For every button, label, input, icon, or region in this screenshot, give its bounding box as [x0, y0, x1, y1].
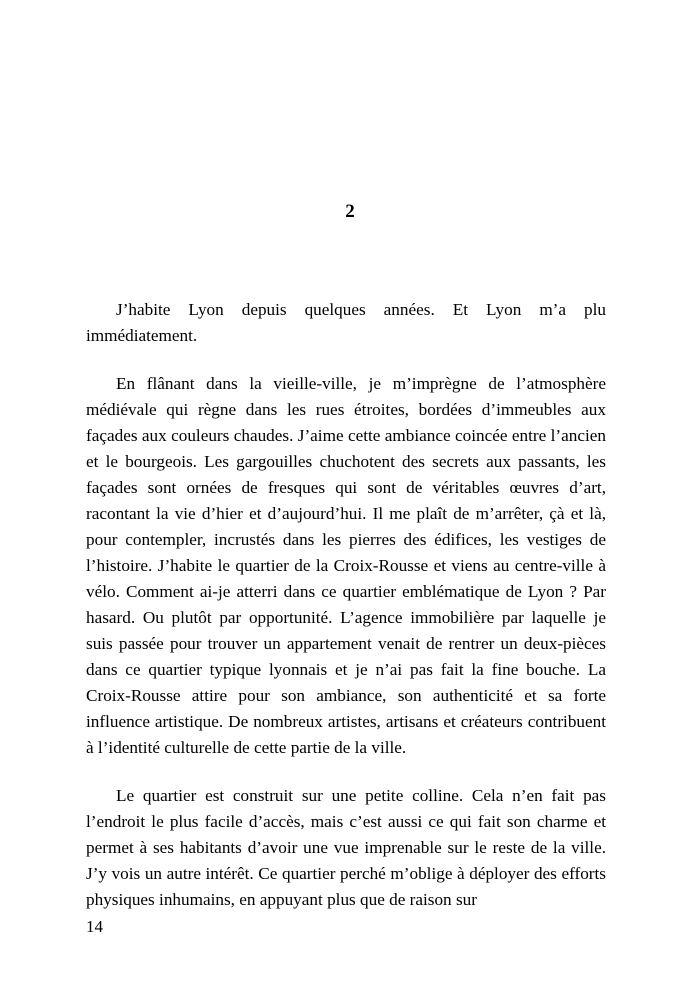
paragraph-3: Le quartier est construit sur une petite colline. Cela n’en fait pas l’endroit le plus facile d’accès, mais c’est aussi ce qui fait son charme et permet à ses habitants d’avoir une vue imprenable sur le reste de la ville. J’y vois un autre intérêt. Ce quartier perché m’oblige à déployer des efforts physiques inhumains, en appuyant plus que de raison sur — [86, 786, 606, 909]
paragraph-1: J’habite Lyon depuis quelques années. Et Lyon m’a plu immédiatement. — [86, 300, 606, 345]
chapter-number: 2 — [345, 201, 355, 222]
page-number: 14 — [86, 917, 103, 936]
body-text — [86, 297, 606, 935]
paragraph-2: En flânant dans la vieille-ville, je m’imprègne de l’atmosphère médiévale qui règne dans les rues étroites, bordées d’immeubles aux façades aux couleurs chaudes. J’aime cette ambiance coincée entre l’ancien et le bourgeois. Les gargouilles chuchotent des secrets aux passants, les façades sont ornées de fresques qui sont de véritables œuvres d’art, racontant la vie d’hier et d’aujourd’hui. Il me plaît de m’arrêter, çà et là, pour contempler, incrustés dans les pierres des édifices, les vestiges de l’histoire. J’habite le quartier de la Croix-Rousse et viens au centre-ville à vélo. Comment ai-je atterri dans ce quartier emblématique de Lyon ? Par hasard. Ou plutôt par opportunité. L’agence immobilière par laquelle je suis passée pour trouver un appartement venait de rentrer un deux-pièces dans ce quartier typique lyonnais et je n’ai pas fait la fine bouche. La Croix-Rousse attire pour son ambiance, son authenticité et sa forte influence artistique. De nombreux artistes, artisans et créateurs contribuent à l’identité culturelle de cette partie de la ville. — [86, 374, 606, 757]
